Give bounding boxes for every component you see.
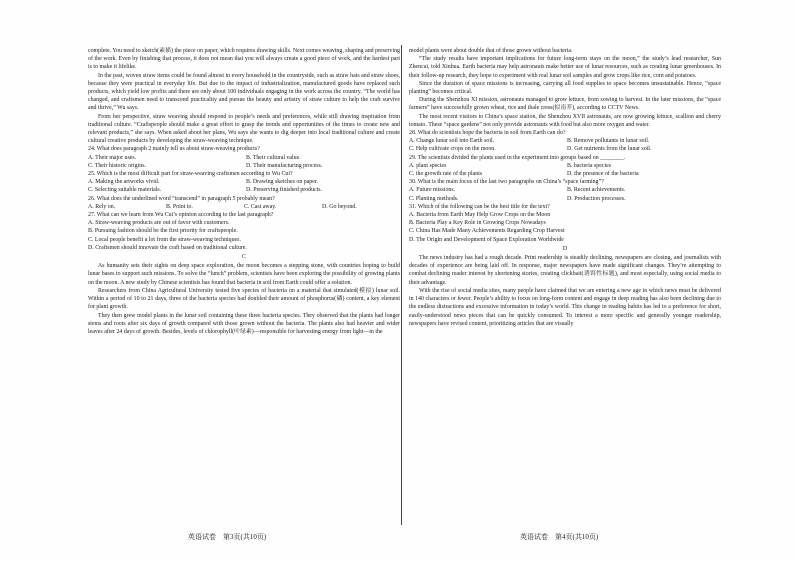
answer-options xyxy=(88,154,400,170)
answer-option: D. the presence of the bacteria xyxy=(567,171,639,178)
answer-option: D. Go beyond. xyxy=(322,203,357,210)
answer-option: D. Their manufacturing process. xyxy=(246,162,323,169)
answer-option: D. The Origin and Development of Space Exploration Worldwide xyxy=(409,236,564,243)
question-stem: 31. Which of the following can be the best title for the text? xyxy=(409,203,550,210)
paragraph: model plants were about double that of those grown without bacteria. xyxy=(409,48,573,54)
question-stem: 24. What does paragraph 2 mainly tell us about straw-weaving products? xyxy=(88,146,260,153)
column-divider xyxy=(401,45,402,525)
answer-option: C. Local people benefit a lot from the straw-weaving techniques. xyxy=(88,236,241,243)
answer-option: A. Rely on. xyxy=(88,203,116,210)
paragraph: Researchers from China Agricultural University tested five species of bacteria on a material that simulated(模拟) lunar soil. Within a period of 10 to 21 days, three of the bacteria species had doubled their amount of phosphorus(磷) content, a key element for plant growth. xyxy=(88,287,400,311)
paragraph: “The study results have important implications for future long-term stays on the moon,” the study’s lead researcher, Sun Zhencai, told Xinhua. Earth bacteria may help astronauts make better use of lunar resources, such as creating lunar greenhouses. In their follow-up research, they hope to experiment with real lunar soil samples and grow crops like rice, corn and potatoes. xyxy=(409,56,721,79)
answer-option: C. Selecting suitable materials. xyxy=(88,187,162,194)
answer-option: A. Making the artworks vivid. xyxy=(88,179,160,186)
question-list xyxy=(88,145,400,252)
section-c-heading: C xyxy=(242,254,246,261)
question-stem: 26. What does the underlined word “transcend” in paragraph 5 probably mean? xyxy=(88,195,275,202)
paragraph: complete. You need to sketch(素描) the piece on paper, which requires drawing skills. Next comes weaving, shaping and preserving of the work. Even by finishing that process, it does not mean that you will always create a good piece of work, and the hardest part is to make it lifelike. xyxy=(88,48,400,71)
page-footer-left: 英语试卷 第3页(共10页) xyxy=(188,533,267,541)
paragraph: Since the duration of space missions is increasing, carrying all food supplies to space becomes unsustainable. Hence, “space planting” becomes critical. xyxy=(409,80,721,96)
right-column xyxy=(409,47,721,328)
paragraph: With the rise of social media sites, many people have claimed that we are entering a new age in which news must be delivered in 140 characters or fewer. People’s ability to focus on long-form content and engage in deep reading has also been declining due to the endless distractions and excessive information in today’s world. This change in reading habits has led to a preference for short, easily-understood news pieces that can be quickly consumed. To interest a more specific and generally younger readership, newspapers have revised content, prioritizing articles that are visually xyxy=(409,287,721,327)
answer-option: B. Drawing sketches on paper. xyxy=(246,179,318,186)
answer-option: C. Cast away. xyxy=(244,203,277,210)
paragraph: In the past, woven straw items could be found almost in every household in the countryside, such as straw hats and straw shoes, because they were practical in everyday life. But due to the impact of industrialization, manufactured goods have replaced such products, which yield low profits and there are only about 100 individuals engaging in the work across the country. “The world has changed, and craftsmen need to transcend practicality and pursue the beauty and artistry of straw culture to help the craft survive and thrive,” Wu says. xyxy=(88,72,400,112)
answer-option: C. China Has Made Many Achievements Regarding Crop Harvest xyxy=(409,228,565,235)
question-stem: 27. What can we learn from Wu Cui’s opinion according to the last paragraph? xyxy=(88,212,274,219)
question-stem: 25. Which is the most difficult part for straw-weaving craftsmen according to Wu Cui? xyxy=(88,171,293,178)
answer-option: C. Help cultivate crops on the moon. xyxy=(409,146,496,153)
answer-options xyxy=(409,137,721,153)
paragraph: As humanity sets their sights on deep space exploration, the moon becomes a stepping stone, with countries hoping to build lunar bases to support such missions. To solve the “lunch” problem, scientists have been exploring the possibility of growing plants on the moon. A new study by Chinese scientists has found that bacteria in soil from Earth could offer a solution. xyxy=(88,263,400,286)
answer-option: A. Straw-weaving products are out of favor with customers. xyxy=(88,220,230,227)
answer-option: A. Future missions. xyxy=(409,187,456,194)
question-stem: 29. The scientists divided the plants used in the experiment into groups based on ________. xyxy=(409,154,626,161)
answer-option: A. Their major uses. xyxy=(88,154,137,161)
answer-option: B. Their cultural value. xyxy=(246,154,301,161)
question-stem: 30. What is the main focus of the last two paragraphs on China’s “space farming”? xyxy=(409,179,604,186)
question-list xyxy=(409,129,721,244)
paragraph: They then grew model plants in the lunar soil containing these three bacteria species. They observed that the plants had longer stems and roots after six days of growth compared with those grown without the bacteria. The plants also had heavier and wider leaves after 24 days of growth. Besides, levels of chlorophyll(叶绿素)—responsible for harvesting energy from light—in the xyxy=(88,312,400,335)
answer-options xyxy=(409,211,721,244)
answer-option: A. Change lunar soil into Earth soil. xyxy=(409,138,495,145)
paragraph: From her perspective, straw weaving should respond to people’s needs and preferences, while still drawing inspiration from traditional culture. “Craftspeople should make a great effort to grasp the trends and opportunities of the times to create new and relevant products,” she says. When asked about her plans, Wu says she wants to dig deeper into local traditional culture and create cultural creative products by developing the straw-weaving technique. xyxy=(88,113,400,145)
answer-options xyxy=(88,203,400,211)
answer-option: B. bacteria species xyxy=(567,162,611,169)
section-d-heading: D xyxy=(562,245,568,252)
answer-options xyxy=(88,219,400,252)
answer-option: A. Bacteria from Earth May Help Grow Crops on the Moon xyxy=(409,212,551,219)
answer-option: B. Bacteria Play a Key Role in Growing Crops Nowadays xyxy=(409,220,546,227)
answer-option: D. Craftsmen should innovate the craft based on traditional culture. xyxy=(88,244,247,251)
answer-option: C. Planting methods. xyxy=(409,195,459,202)
answer-option: B. Recent achievements. xyxy=(567,187,626,194)
answer-option: C. the growth rate of the plants xyxy=(409,171,483,178)
answer-option: D. Get nutrients from the lunar soil. xyxy=(567,146,652,153)
page-footer-right: 英语试卷 第4页(共10页) xyxy=(520,533,599,541)
paragraph: The most recent visitors to China’s space station, the Shenzhou XVII astronauts, are now growing lettuce, scallion and cherry tomato. These “space gardens” not only provide astronauts with food but also more oxygen and water. xyxy=(409,113,721,128)
left-column xyxy=(88,47,400,336)
answer-option: D. Preserving finished products. xyxy=(246,187,323,194)
answer-option: B. Remove pollutants in lunar soil. xyxy=(567,138,650,145)
answer-option: B. Pursuing fashion should be the first priority for craftspeople. xyxy=(88,228,238,235)
answer-options xyxy=(409,186,721,202)
answer-option: B. Point to. xyxy=(166,203,193,210)
answer-options xyxy=(409,162,721,178)
paragraph: The news industry has had a rough decade. Print readership is steadily declining, newspapers are closing, and journalists with decades of experience are being laid off. In response, major newspapers have made significant changes. They’re attempting to combat declining reader interest by shortening stories, creating clickbait(诱饵性标题), and most especially, using social media to their advantage. xyxy=(409,255,721,286)
question-stem: 28. What do scientists hope the bacteria in soil from Earth can do? xyxy=(409,130,566,137)
answer-option: C. Their historic origins. xyxy=(88,162,146,169)
paragraph: During the Shenzhou XI mission, astronauts managed to grow lettuce, from sowing to harvest. In the later missions, the “space farmers” have successfully grown wheat, rice and thale cress(拟南芥), according to CCTV News. xyxy=(409,97,721,112)
answer-option: A. plant species xyxy=(409,162,447,169)
answer-options xyxy=(88,178,400,194)
answer-option: D. Production processes. xyxy=(567,195,626,202)
